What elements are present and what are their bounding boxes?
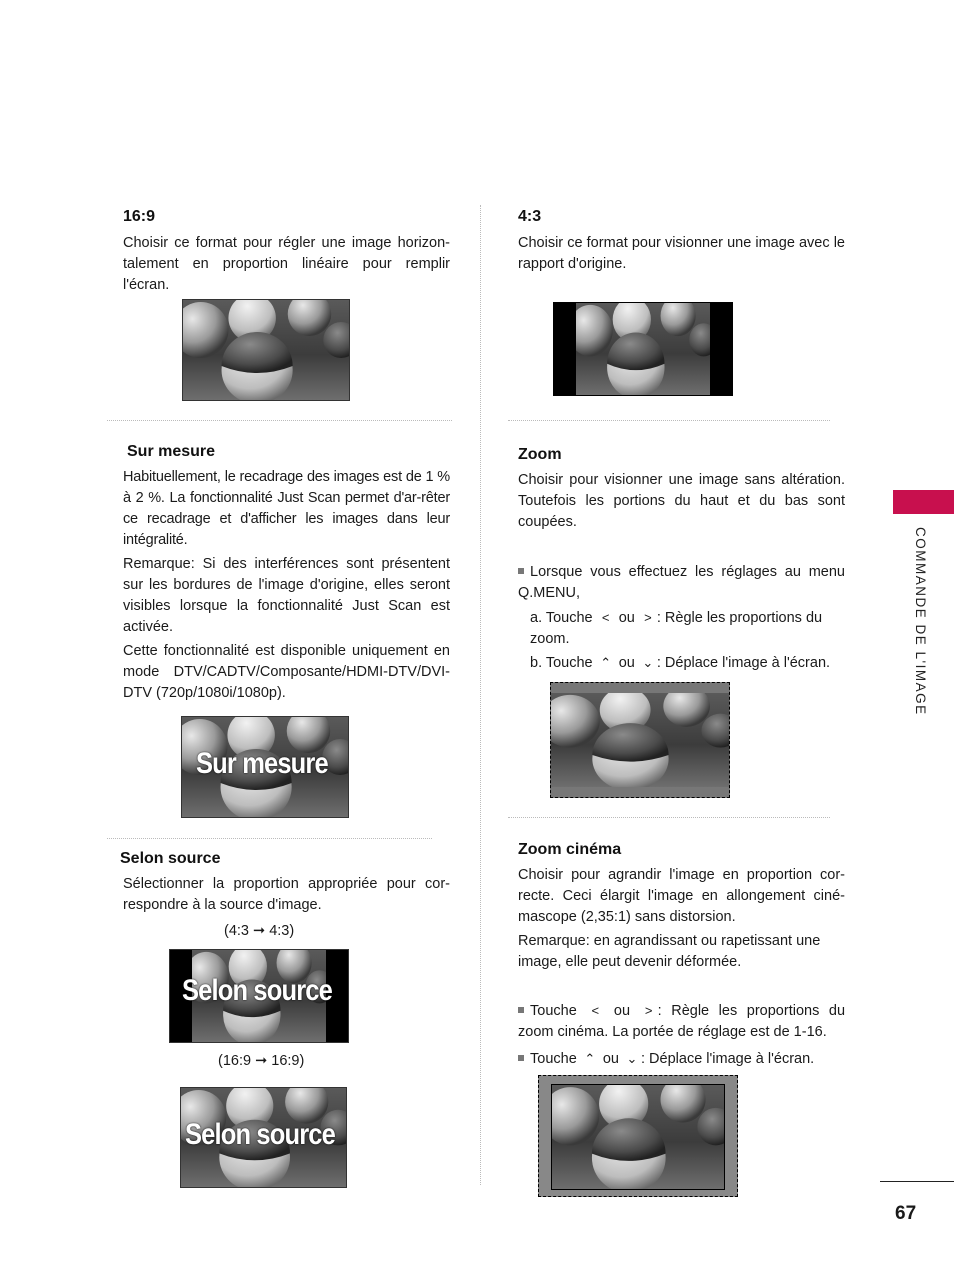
page-number: 67 xyxy=(895,1203,917,1224)
chevron-up-icon: ⌃ xyxy=(584,1051,596,1066)
image-4-3 xyxy=(553,302,733,396)
zoom-cinema-b2-text: : Déplace l'image à l'écran. xyxy=(641,1051,815,1067)
image-overlay-label: Selon source xyxy=(182,974,332,1007)
chevron-right-icon: > xyxy=(644,1003,653,1018)
image-selon-source-4-3 xyxy=(169,949,349,1043)
image-overlay-label: Selon source xyxy=(185,1118,335,1151)
bullet-icon xyxy=(518,1055,524,1061)
zoom-step-b-label: b. Touche xyxy=(530,655,593,671)
image-selon-source-16-9 xyxy=(180,1087,347,1188)
zoom-cinema-bullet-1 xyxy=(518,1000,845,1043)
text-zoom-cinema xyxy=(518,865,845,973)
heading-16-9: 16:9 xyxy=(123,208,156,225)
bullet-icon xyxy=(518,1007,524,1013)
chevron-down-icon: ⌄ xyxy=(626,1051,638,1066)
image-16-9 xyxy=(182,299,350,401)
chevron-left-icon: < xyxy=(591,1003,600,1018)
chevron-right-icon: > xyxy=(644,610,652,625)
section-divider xyxy=(107,420,452,421)
text-sur-mesure-p3: Cette fonctionnalité est disponible uniquement en mode DTV/CADTV/Composante/HDMI-DTV/DVI-DTV (720p/1080i/1080p). xyxy=(123,643,450,701)
caption-16-9: (16:9 ➞ 16:9) xyxy=(218,1053,305,1069)
image-sur-mesure xyxy=(181,716,349,818)
text-sur-mesure-p1: Habituellement, le recadrage des images est de 1 % à 2 %. La fonctionnalité Just Scan permet d'ar-rêter ce recadrage et d'afficher les images dans leur intégralité. xyxy=(123,469,450,548)
section-divider xyxy=(508,817,830,818)
heading-selon-source: Selon source xyxy=(120,850,221,867)
zoom-step-a-label: a. Touche xyxy=(530,610,593,626)
zoom-step-b-or: ou xyxy=(618,655,635,671)
zoom-cinema-b1-or: ou xyxy=(613,1003,631,1019)
heading-4-3: 4:3 xyxy=(518,208,542,225)
text-sur-mesure-p2: Remarque: Si des interférences sont présentent sur les bordures de l'image d'origine, elles seront visibles lorsque la fonctionnalité Just Scan est activée. xyxy=(123,556,450,635)
text-sur-mesure xyxy=(123,467,450,704)
zoom-cinema-b1-label: Touche xyxy=(530,1003,577,1019)
chapter-tab-label: COMMANDE DE L'IMAGE xyxy=(913,527,928,716)
zoom-step-a xyxy=(530,607,845,650)
zoom-step-b-text: : Déplace l'image à l'écran. xyxy=(656,655,831,671)
chevron-left-icon: < xyxy=(601,610,610,625)
text-4-3: Choisir ce format pour visionner une image avec le rapport d'origine. xyxy=(518,235,845,272)
text-zoom-cinema-p1: Choisir pour agrandir l'image en proportion cor-recte. Ceci élargit l'image en allongement ciné-mascope (2,35:1) sans distorsion. xyxy=(518,867,845,925)
zoom-step-b xyxy=(530,652,850,674)
text-zoom-cinema-p2: Remarque: en agrandissant ou rapetissant une image, elle peut devenir déformée. xyxy=(518,933,821,970)
zoom-cinema-b1-text: : Règle les proportions du zoom cinéma. La portée de réglage est de 1-16. xyxy=(518,1003,846,1040)
caption-4-3: (4:3 ➞ 4:3) xyxy=(224,923,295,939)
chapter-tab-marker xyxy=(893,490,954,514)
text-16-9: Choisir ce format pour régler une image horizon-talement en proportion linéaire pour remplir l'écran. xyxy=(123,235,450,293)
text-zoom: Choisir pour visionner une image sans altération. Toutefois les portions du haut et du bas sont coupées. xyxy=(518,472,845,530)
zoom-cinema-bullet-2 xyxy=(518,1048,845,1070)
image-zoom-cinema xyxy=(538,1075,738,1197)
zoom-bullet-text: Lorsque vous effectuez les réglages au menu Q.MENU, xyxy=(518,564,845,601)
zoom-cinema-b2-or: ou xyxy=(602,1051,619,1067)
zoom-step-a-or: ou xyxy=(618,610,635,626)
zoom-cinema-b2-label: Touche xyxy=(530,1051,577,1067)
zoom-bullet xyxy=(518,562,845,604)
text-selon-source: Sélectionner la proportion appropriée pour cor-respondre à la source d'image. xyxy=(123,876,450,913)
zoom-step-a-text: : Règle les proportions du zoom. xyxy=(530,610,823,647)
image-overlay-label: Sur mesure xyxy=(196,747,328,780)
column-separator xyxy=(480,205,481,1185)
heading-sur-mesure: Sur mesure xyxy=(127,443,216,460)
heading-zoom: Zoom xyxy=(518,446,562,463)
section-divider xyxy=(508,420,830,421)
bullet-icon xyxy=(518,568,524,574)
page-number-rule xyxy=(880,1181,954,1182)
chevron-up-icon: ⌃ xyxy=(600,655,612,670)
heading-zoom-cinema: Zoom cinéma xyxy=(518,841,622,858)
section-divider xyxy=(107,838,432,839)
chevron-down-icon: ⌄ xyxy=(642,655,654,670)
image-zoom xyxy=(550,682,730,798)
